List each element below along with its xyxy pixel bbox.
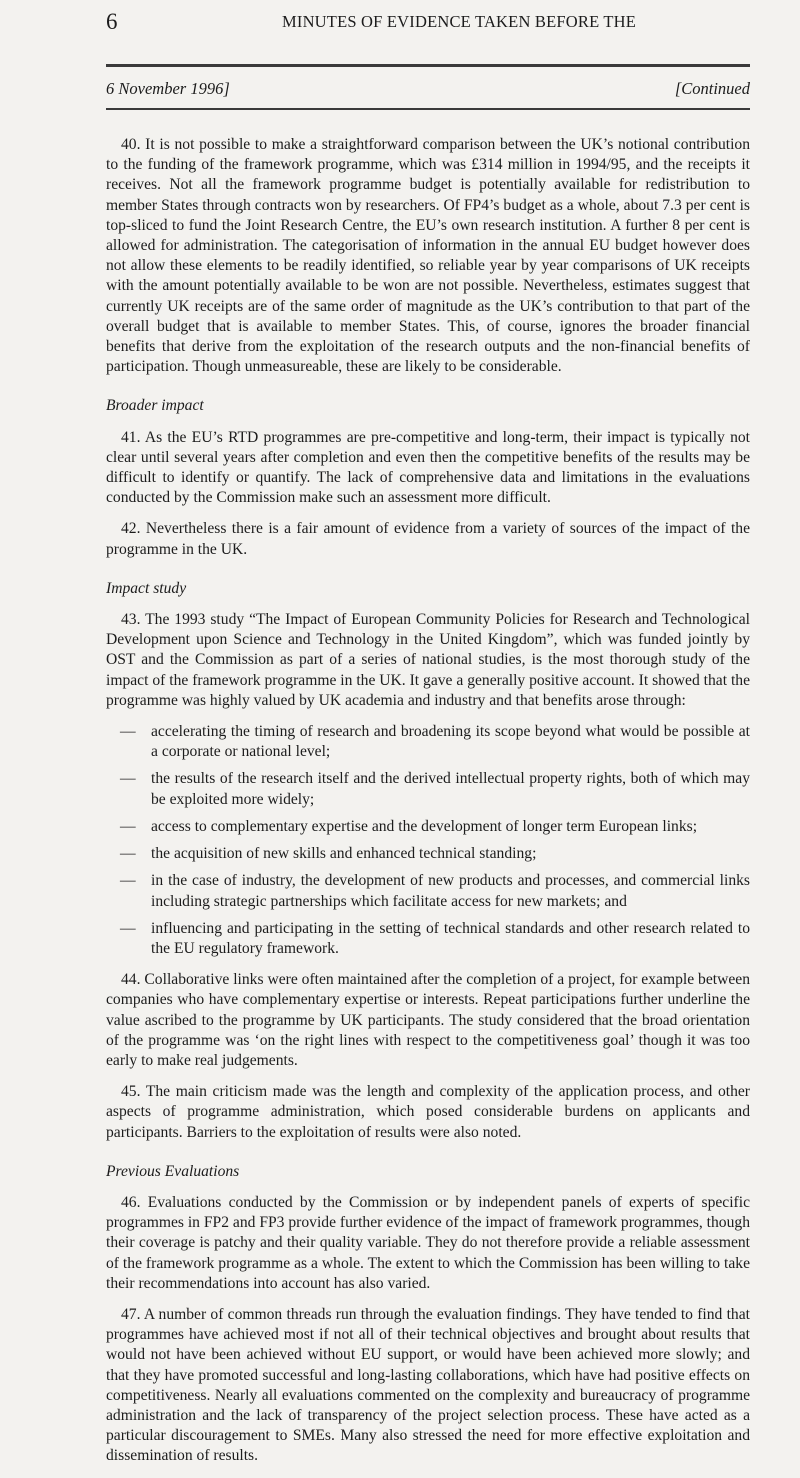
dash-marker: —: [120, 817, 136, 835]
document-body: [106, 135, 750, 1478]
dateline: [106, 78, 750, 102]
dash-marker: —: [120, 723, 136, 741]
running-title: MINUTES OF EVIDENCE TAKEN BEFORE THE: [282, 12, 637, 31]
page-number: 6: [106, 9, 118, 34]
list-item-text: the acquisition of new skills and enhanced technical standing;: [151, 845, 537, 863]
session-date: 6 November 1996]: [106, 79, 230, 98]
section-heading-broader-impact: Broader impact: [106, 397, 204, 415]
paragraph-46: 46. Evaluations conducted by the Commission or by independent panels of experts of specific programmes in FP2 and FP3 provide further evidence of the impact of framework programmes, though their coverage is patchy and their quality variable. They do not therefore provide a reliable assessment of the framework programme as a whole. The extent to which the Commission has been willing to take their recommendations into account has also varied.: [106, 1193, 750, 1292]
paragraph-41: 41. As the EU’s RTD programmes are pre-competitive and long-term, their impact is typically not clear until several years after completion and even then the competitive benefits of the results may be difficult to identify or quantify. The lack of comprehensive data and limitations in the evaluations conducted by the Commission make such an assessment more difficult.: [106, 428, 750, 507]
list-item: [106, 722, 750, 762]
list-item: [106, 919, 750, 959]
header-rule-top: [106, 64, 750, 67]
list-item-text: access to complementary expertise and the development of longer term European links;: [151, 817, 698, 835]
list-item-text: the results of the research itself and the derived intellectual property rights, both of which may be exploited more widely;: [151, 770, 750, 808]
list-item: [106, 817, 750, 837]
dash-marker: —: [120, 770, 136, 788]
list-item: [106, 769, 750, 809]
running-header: [106, 8, 750, 38]
paragraph-43: 43. The 1993 study “The Impact of European Community Policies for Research and Technological Development upon Science and Technology in the United Kingdom”, which was funded jointly by OST and the Commission as part of a series of national studies, is the most thorough study of the impact of the framework programme in the UK. It gave a generally positive account. It showed that the programme was highly valued by UK academia and industry and that benefits arose through:: [106, 611, 750, 709]
continued-label: [Continued: [674, 79, 750, 98]
paragraph-42: 42. Nevertheless there is a fair amount of evidence from a variety of sources of the impact of the programme in the UK.: [106, 520, 750, 558]
paragraph-47: 47. A number of common threads run through the evaluation findings. They have tended to find that programmes have achieved most if not all of their technical objectives and brought about results that would not have been achieved without EU support, or would have been achieved more slowly; and that they have promoted successful and long-lasting collaborations, which have had positive effects on competitiveness. Nearly all evaluations commented on the complexity and bureaucracy of programme administration and the lack of transparency of the project selection process. These have acted as a particular discouragement to SMEs. Many also stressed the need for more effective exploitation and dissemination of results.: [106, 1305, 750, 1465]
list-item-text: accelerating the timing of research and broadening its scope beyond what would be possible at a corporate or national level;: [151, 723, 750, 761]
paragraph-44: 44. Collaborative links were often maintained after the completion of a project, for example between companies who have complementary expertise or interests. Repeat participations further underline the value ascribed to the programme by UK participants. The study considered that the broad orientation of the programme was ‘on the right lines with respect to the competitiveness goal’ though it was too early to make real judgements.: [106, 971, 750, 1069]
header-rule-bottom: [106, 108, 750, 110]
section-heading-previous-evaluations: Previous Evaluations: [106, 1162, 240, 1180]
paragraph-45: 45. The main criticism made was the length and complexity of the application process, and other aspects of programme administration, which posed considerable burdens on applicants and participants. Barriers to the exploitation of results were also noted.: [106, 1083, 750, 1141]
paragraph-40: 40. It is not possible to make a straightforward comparison between the UK’s notional contribution to the funding of the framework programme, which was £314 million in 1994/95, and the receipts it receives. Not all the framework programme budget is potentially available for redistribution to member States through contracts won by researchers. Of FP4’s budget as a whole, about 7.3 per cent is top-sliced to fund the Joint Research Centre, the EU’s own research institution. A further 8 per cent is allowed for administration. The categorisation of information in the annual EU budget however does not allow these elements to be readily identified, so reliable year by year comparisons of UK receipts with the amount potentially available to be won are not possible. Nevertheless, estimates suggest that currently UK receipts are of the same order of magnitude as the UK’s contribution to that part of the overall budget that is available to member States. This, of course, ignores the broader financial benefits that derive from the exploitation of the research outputs and the non-financial benefits of participation. Though unmeasureable, these are likely to be considerable.: [106, 136, 750, 376]
benefits-list: [106, 722, 750, 959]
list-item: [106, 871, 750, 911]
list-item: [106, 844, 750, 864]
list-item-text: in the case of industry, the development of new products and processes, and commercial links including strategic partnerships which facilitate access for new markets; and: [151, 872, 750, 910]
dash-marker: —: [120, 845, 136, 863]
dash-marker: —: [120, 919, 136, 937]
list-item-text: influencing and participating in the setting of technical standards and other research related to the EU regulatory framework.: [151, 919, 750, 957]
section-heading-impact-study: Impact study: [106, 579, 187, 597]
dash-marker: —: [120, 872, 136, 890]
